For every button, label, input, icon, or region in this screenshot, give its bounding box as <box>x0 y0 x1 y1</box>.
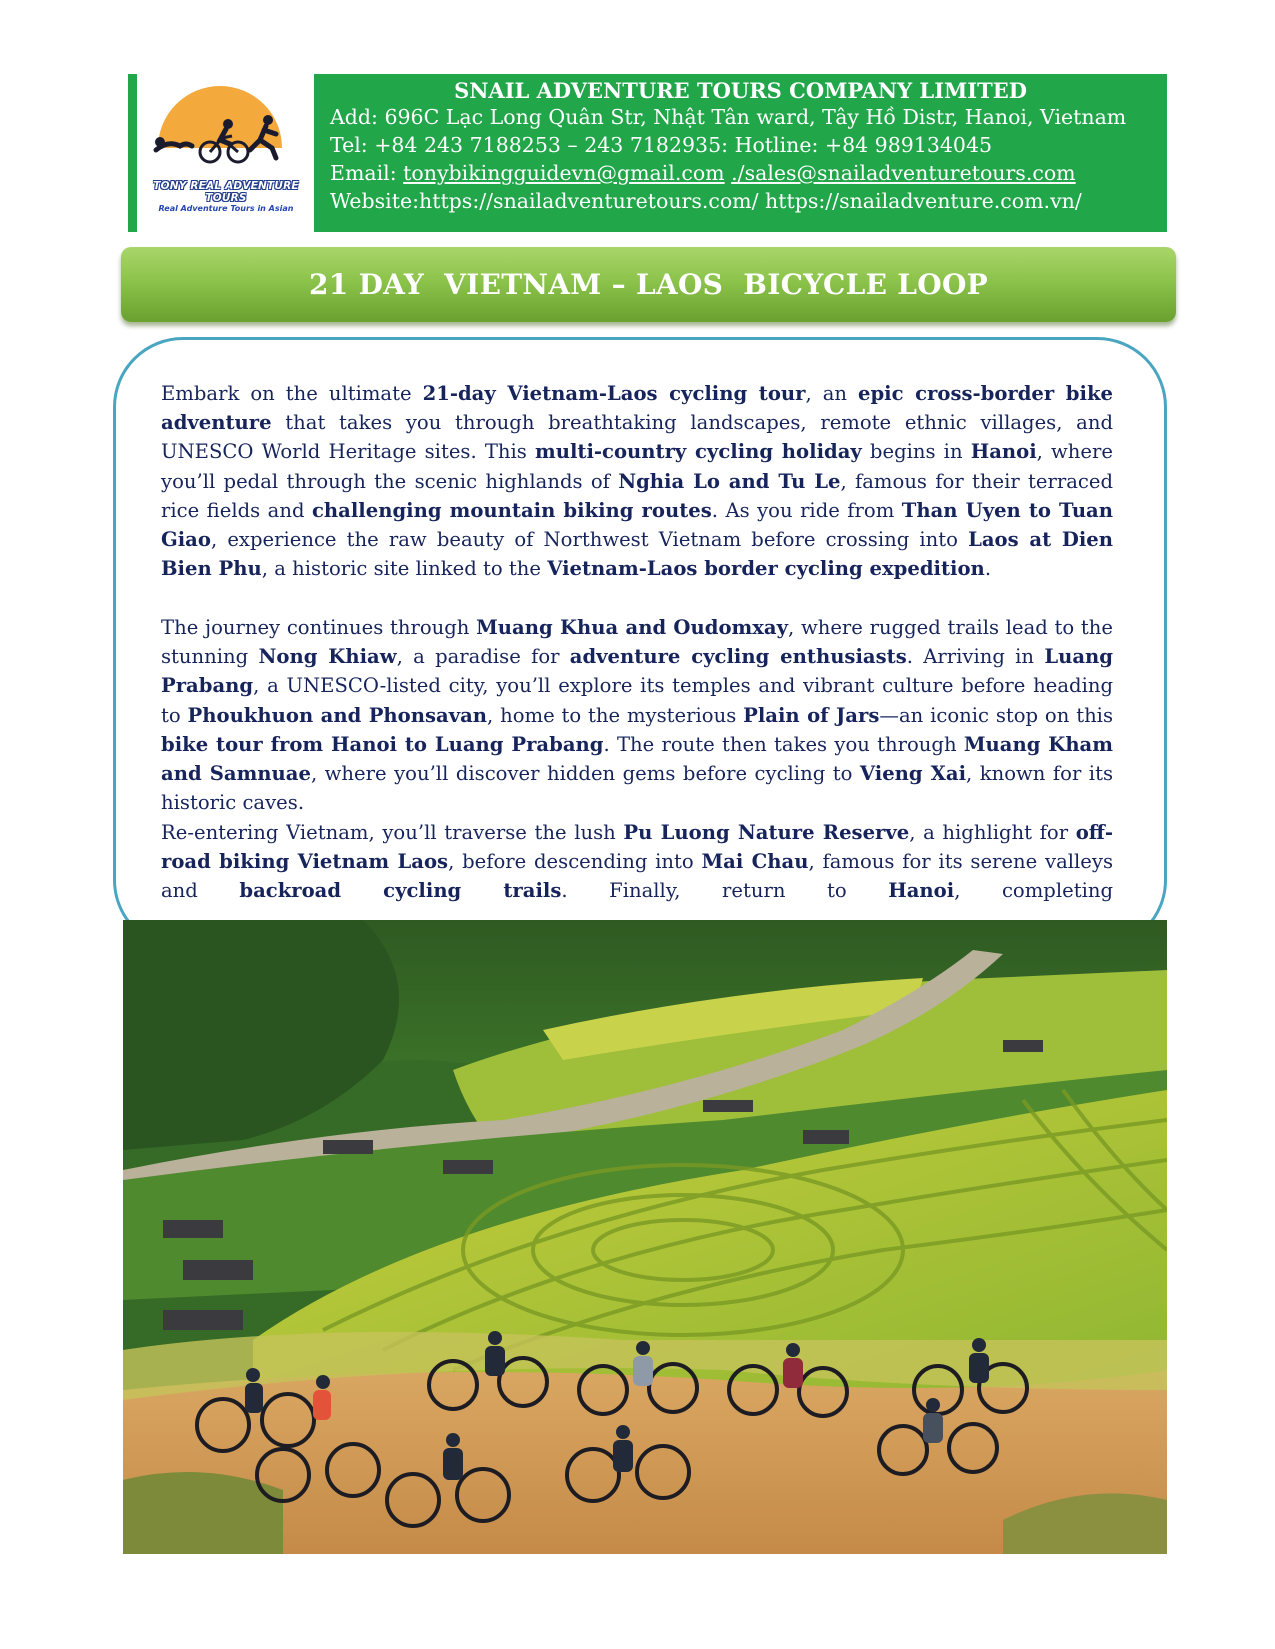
body-text: . Finally, return to <box>561 879 889 903</box>
highlight-text: Than Uyen to Tuan Giao <box>161 498 1114 552</box>
highlight-text: backroad cycling trails <box>239 879 562 903</box>
body-text: —an iconic stop on this <box>879 703 1114 727</box>
body-text: , famous for its serene valleys and <box>161 850 1114 903</box>
tour-title: 21 DAY VIETNAM – LAOS BICYCLE LOOP <box>308 268 989 301</box>
description-paragraph-3 <box>161 818 1113 906</box>
highlight-text: Mai Chau <box>701 850 809 874</box>
highlight-text: Muang Khua and Oudomxay <box>476 616 789 639</box>
highlight-text: Nong Khiaw <box>258 645 397 669</box>
highlight-text: epic cross-border bike adventure <box>161 382 1113 435</box>
body-text: The journey continues through <box>161 616 477 639</box>
company-website[interactable]: Website:https://snailadventuretours.com/ https://snailadventure.com.vn/ <box>330 189 1082 213</box>
title-banner <box>121 247 1176 322</box>
body-text: , before descending into <box>448 850 702 874</box>
email-link-2[interactable]: ./sales@snailadventuretours.com <box>731 161 1076 185</box>
description-paragraph-1 <box>161 379 1113 583</box>
body-text: , home to the mysterious <box>487 703 744 727</box>
body-text: that takes you through breathtaking landscapes, remote ethnic villages, and UNESCO World Heritage sites. This <box>161 411 1113 464</box>
highlight-text: off-road biking Vietnam Laos <box>161 821 1113 874</box>
body-text: . As you ride from <box>711 498 902 522</box>
highlight-text: adventure cycling enthusiasts <box>569 645 907 669</box>
body-text: . Arriving in <box>906 645 1045 669</box>
body-text: . <box>984 557 992 581</box>
body-text: Re-entering Vietnam, you’ll traverse the lush <box>161 821 624 844</box>
logo-brand-text: TONY REAL ADVENTURE TOURS <box>153 180 299 204</box>
company-phone: Tel: +84 243 7188253 – 243 7182935: Hotline: +84 989134045 <box>330 133 993 157</box>
company-email-line <box>330 161 1076 185</box>
highlight-text: Laos at Dien Bien Phu <box>161 528 1113 581</box>
highlight-text: challenging mountain biking routes <box>311 498 712 522</box>
highlight-text: multi-country cycling holiday <box>534 440 862 464</box>
body-text: , where you’ll discover hidden gems before cycling to <box>310 762 860 786</box>
body-text: begins in <box>861 440 971 464</box>
cyclists-rice-terrace-photo <box>123 920 1167 1554</box>
body-text: , where rugged trails lead to the stunning <box>161 616 1113 669</box>
body-text: , known for its historic caves. <box>161 762 1113 815</box>
body-text: , a historic site linked to the <box>261 557 548 581</box>
body-text: , a UNESCO-listed city, you’ll explore its temples and vibrant culture before heading to <box>161 674 1113 727</box>
logo-tagline: Real Adventure Tours in Asian <box>158 204 294 213</box>
highlight-text: Phoukhuon and Phonsavan <box>187 703 488 727</box>
body-text: , an <box>805 382 858 405</box>
sun-cyclists-logo-icon <box>140 76 310 180</box>
company-name: SNAIL ADVENTURE TOURS COMPANY LIMITED <box>454 78 1027 103</box>
highlight-text: Vieng Xai <box>859 762 967 786</box>
body-text: , experience the raw beauty of Northwest Vietnam before crossing into <box>210 528 969 552</box>
body-text: , completing <box>954 879 1113 903</box>
company-address: Add: 696C Lạc Long Quân Str, Nhật Tân ward, Tây Hồ Distr, Hanoi, Vietnam <box>330 105 1127 129</box>
email-label: Email: <box>330 161 404 185</box>
body-text: , famous for their terraced rice fields and <box>161 469 1113 522</box>
highlight-text: Hanoi <box>888 879 955 903</box>
body-text: , where you’ll pedal through the scenic highlands of <box>161 440 1113 493</box>
highlight-text: Muang Kham and Samnuae <box>161 732 1113 786</box>
body-text: , a highlight for <box>909 821 1076 844</box>
description-paragraph-2 <box>161 613 1113 817</box>
highlight-text: Vietnam-Laos border cycling expedition <box>547 557 985 581</box>
body-text: , a paradise for <box>396 645 570 669</box>
landscape-illustration <box>123 920 1167 1554</box>
highlight-text: Hanoi <box>970 440 1037 464</box>
highlight-text: bike tour from Hanoi to Luang Prabang <box>161 732 604 756</box>
company-info-box <box>314 74 1167 232</box>
highlight-text: Plain of Jars <box>743 703 880 727</box>
highlight-text: Luang Prabang <box>161 645 1114 698</box>
email-link-1[interactable]: tonybikingguidevn@gmail.com <box>403 161 725 185</box>
body-text: . The route then takes you through <box>603 732 964 756</box>
body-text: Embark on the ultimate <box>161 382 423 405</box>
highlight-text: 21-day Vietnam-Laos cycling tour <box>422 382 806 405</box>
highlight-text: Pu Luong Nature Reserve <box>623 821 910 844</box>
highlight-text: Nghia Lo and Tu Le <box>618 469 841 493</box>
header-accent-bar <box>128 74 137 232</box>
company-logo <box>140 76 310 230</box>
